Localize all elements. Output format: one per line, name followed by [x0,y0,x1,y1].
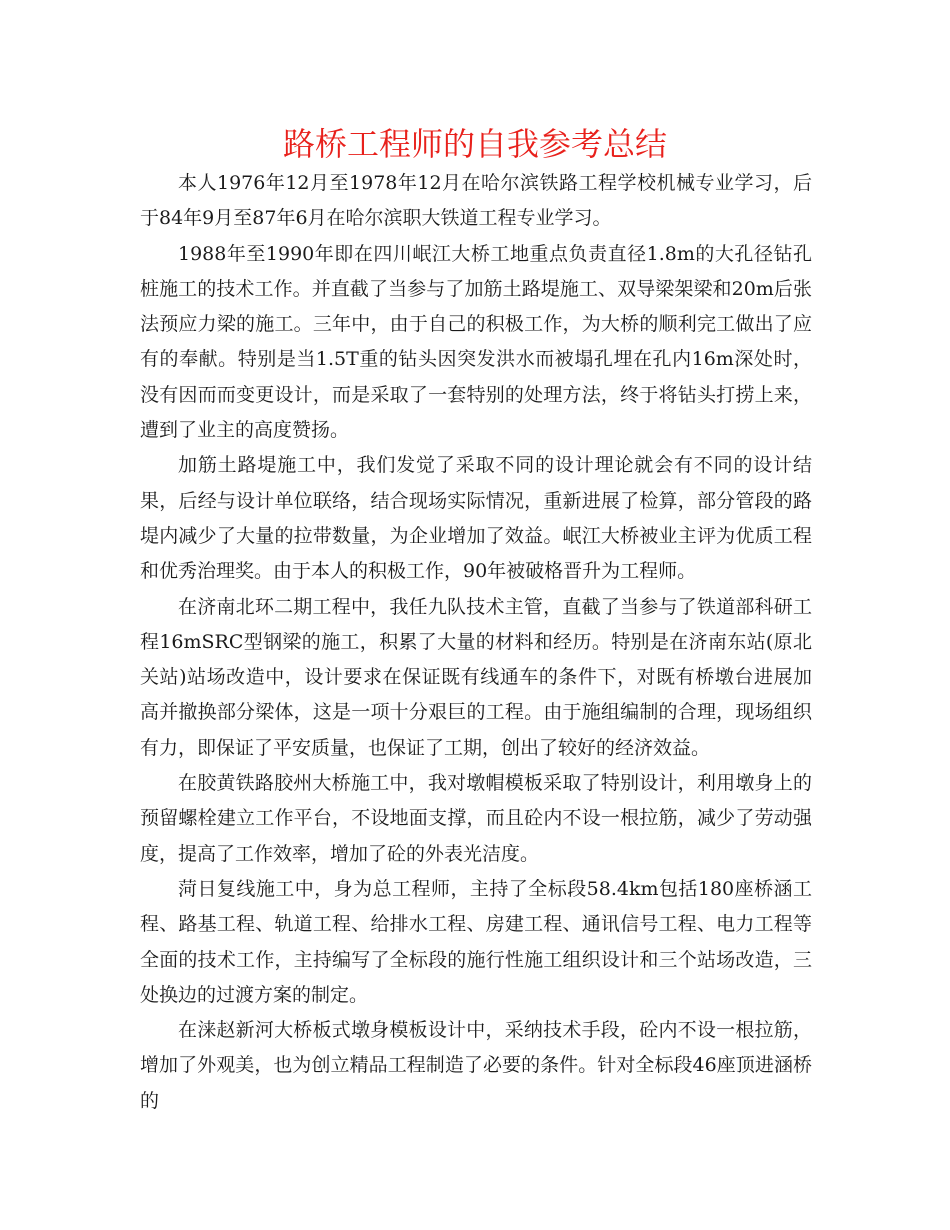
paragraph: 菏日复线施工中，身为总工程师，主持了全标段58.4km包括180座桥涵工程、路基工程、轨道工程、给排水工程、房建工程、通讯信号工程、电力工程等全面的技术工作，主持编写了全标段的施行性施工组织设计和三个站场改造，三处换边的过渡方案的制定。 [140,877,812,1006]
paragraph: 在涞赵新河大桥板式墩身模板设计中，采纳技术手段，砼内不设一根拉筋，增加了外观美，也为创立精品工程制造了必要的条件。针对全标段46座顶进涵桥的 [140,1019,812,1112]
paragraph: 加筋土路堤施工中，我们发觉了采取不同的设计理论就会有不同的设计结果，后经与设计单位联络，结合现场实际情况，重新进展了检算，部分管段的路堤内减少了大量的拉带数量，为企业增加了效益。岷江大桥被业主评为优质工程和优秀治理奖。由于本人的积极工作，90年被破格晋升为工程师。 [140,454,812,583]
paragraph: 1988年至1990年即在四川岷江大桥工地重点负责直径1.8m的大孔径钻孔桩施工的技术工作。并直截了当参与了加筋土路堤施工、双导梁架梁和20m后张法预应力梁的施工。三年中，由于自己的积极工作，为大桥的顺利完工做出了应有的奉献。特别是当1.5T重的钻头因突发洪水而被塌孔埋在孔内16m深处时，没有因而而变更设计，而是采取了一套特别的处理方法，终于将钻头打捞上来，遭到了业主的高度赞扬。 [140,242,812,442]
document-title: 路桥工程师的自我参考总结 [282,125,667,163]
paragraph: 在胶黄铁路胶州大桥施工中，我对墩帽模板采取了特别设计，利用墩身上的预留螺栓建立工作平台，不设地面支撑，而且砼内不设一根拉筋，减少了劳动强度，提高了工作效率，增加了砼的外表光洁度。 [140,772,812,865]
document-body [140,166,812,1119]
paragraph: 本人1976年12月至1978年12月在哈尔滨铁路工程学校机械专业学习，后于84年9月至87年6月在哈尔滨职大铁道工程专业学习。 [140,172,812,230]
paragraph: 在济南北环二期工程中，我任九队技术主管，直截了当参与了铁道部科研工程16mSRC型钢梁的施工，积累了大量的材料和经历。特别是在济南东站(原北关站)站场改造中，设计要求在保证既有线通车的条件下，对既有桥墩台进展加高并撤换部分梁体，这是一项十分艰巨的工程。由于施组编制的合理，现场组织有力，即保证了平安质量，也保证了工期，创出了较好的经济效益。 [140,595,812,759]
